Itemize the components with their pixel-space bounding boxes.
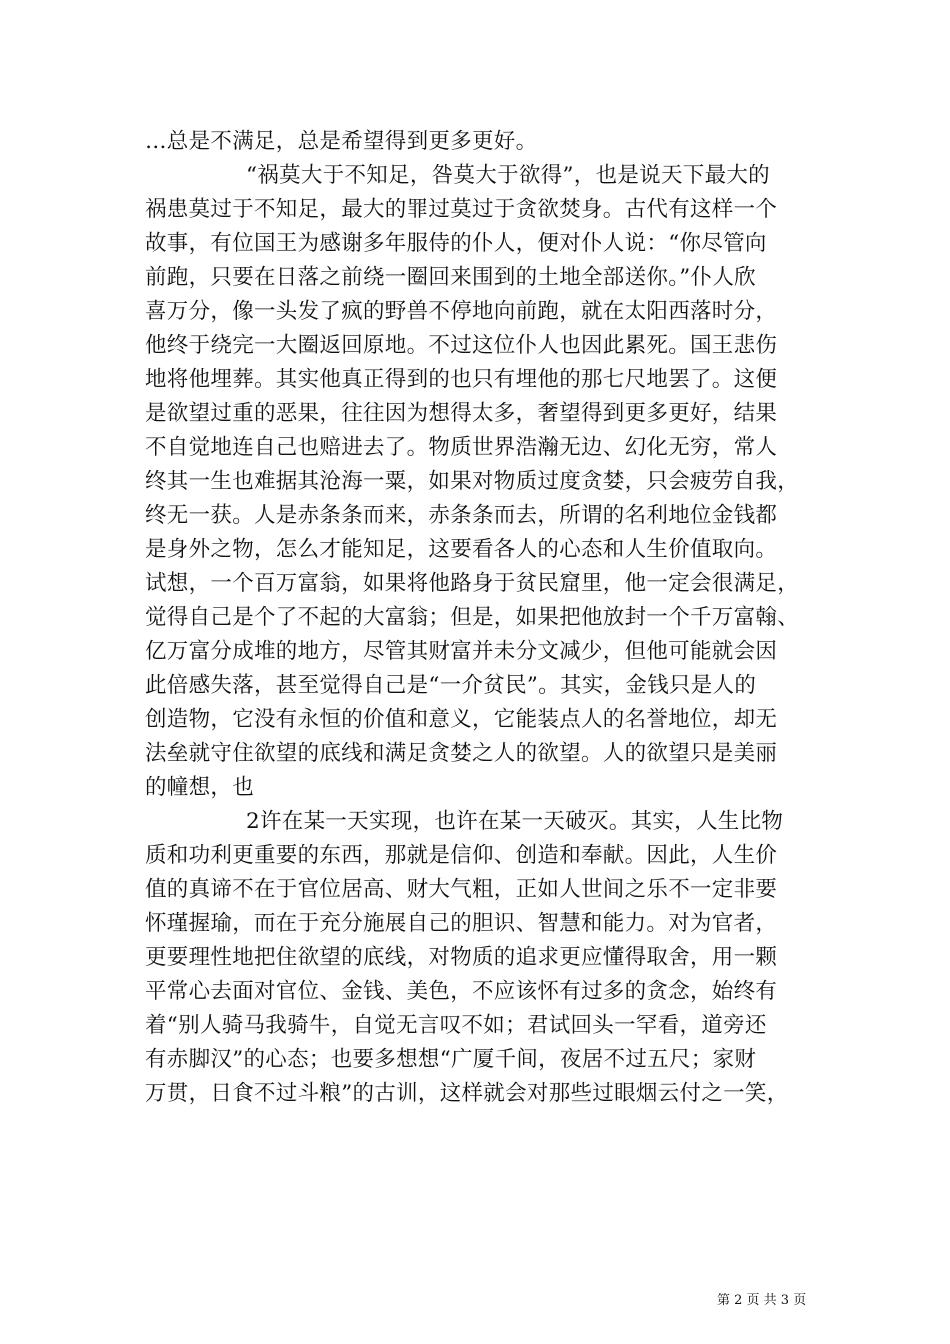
text-line: 平常心去面对官位、金钱、美色，不应该怀有过多的贪念，始终有 <box>145 979 778 1004</box>
text-line: “祸莫大于不知足，咎莫大于欲得”，也是说天下最大的 <box>246 163 770 188</box>
text-line: …总是不满足，总是希望得到更多更好。 <box>145 129 538 154</box>
text-line: 故事，有位国王为感谢多年服侍的仆人，便对仆人说：“你尽管向 <box>145 231 767 256</box>
text-line: 怀瑾握瑜，而在于充分施展自己的胆识、智慧和能力。对为官者， <box>145 911 778 936</box>
text-line: 的幢想，也 <box>145 775 255 800</box>
text-line: 2许在某一天实现，也许在某一天破灭。其实，人生比物 <box>246 809 784 834</box>
text-line: 是身外之物，怎么才能知足，这要看各人的心态和人生价值取向。 <box>145 537 778 562</box>
text-line: 终无一获。人是赤条条而来，赤条条而去，所谓的名利地位金钱都 <box>145 503 778 528</box>
text-line: 更要理性地把住欲望的底线，对物质的追求更应懂得取舍，用一颗 <box>145 945 778 970</box>
page-number-footer: 第 2 页 共 3 页 <box>717 1293 807 1308</box>
text-line: 试想，一个百万富翁，如果将他路身于贫民窟里，他一定会很满足， <box>145 571 800 596</box>
text-line: 祸患莫过于不知足，最大的罪过莫过于贪欲焚身。古代有这样一个 <box>145 197 778 222</box>
text-line: 创造物，它没有永恒的价值和意义，它能装点人的名誉地位，却无 <box>145 707 778 732</box>
text-line: 不自觉地连自己也赔进去了。物质世界浩瀚无边、幻化无穷，常人 <box>145 435 778 460</box>
text-line: 此倍感失落，甚至觉得自己是“一介贫民”。其实，金钱只是人的 <box>145 673 757 698</box>
text-line: 觉得自己是个了不起的大富翁；但是，如果把他放封一个千万富翰、 <box>145 605 800 630</box>
text-line: 着“别人骑马我骑牛，自觉无言叹不如；君试回头一罕看，道旁还 <box>145 1013 767 1038</box>
text-line: 前跑，只要在日落之前绕一圈回来围到的土地全部送你。”仆人欣 <box>145 265 756 290</box>
text-line: 终其一生也难据其沧海一粟，如果对物质过度贪婪，只会疲劳自我， <box>145 469 800 494</box>
text-line: 他终于绕完一大圈返回原地。不过这位仆人也因此累死。国王悲伤 <box>145 333 778 358</box>
text-line: 有赤脚汉”的心态；也要多想想“广厦千间，夜居不过五尺；家财 <box>145 1047 757 1072</box>
text-line: 喜万分，像一头发了疯的野兽不停地向前跑，就在太阳西落时分， <box>145 299 778 324</box>
text-line: 是欲望过重的恶果，往往因为想得太多，奢望得到更多更好，结果 <box>145 401 778 426</box>
text-line: 地将他埋葬。其实他真正得到的也只有埋他的那七尺地罢了。这便 <box>145 367 778 392</box>
text-line: 法垒就守住欲望的底线和满足贪婪之人的欲望。人的欲望只是美丽 <box>145 741 778 766</box>
text-line: 质和功利更重要的东西，那就是信仰、创造和奉献。因此，人生价 <box>145 843 778 868</box>
text-line: 亿万富分成堆的地方，尽管其财富并未分文减少，但他可能就会因 <box>145 639 778 664</box>
text-line: 值的真谛不在于官位居高、财大气粗，正如人世间之乐不一定非要 <box>145 877 778 902</box>
text-line: 万贯，日食不过斗粮”的古训，这样就会对那些过眼烟云付之一笑， <box>145 1081 789 1106</box>
